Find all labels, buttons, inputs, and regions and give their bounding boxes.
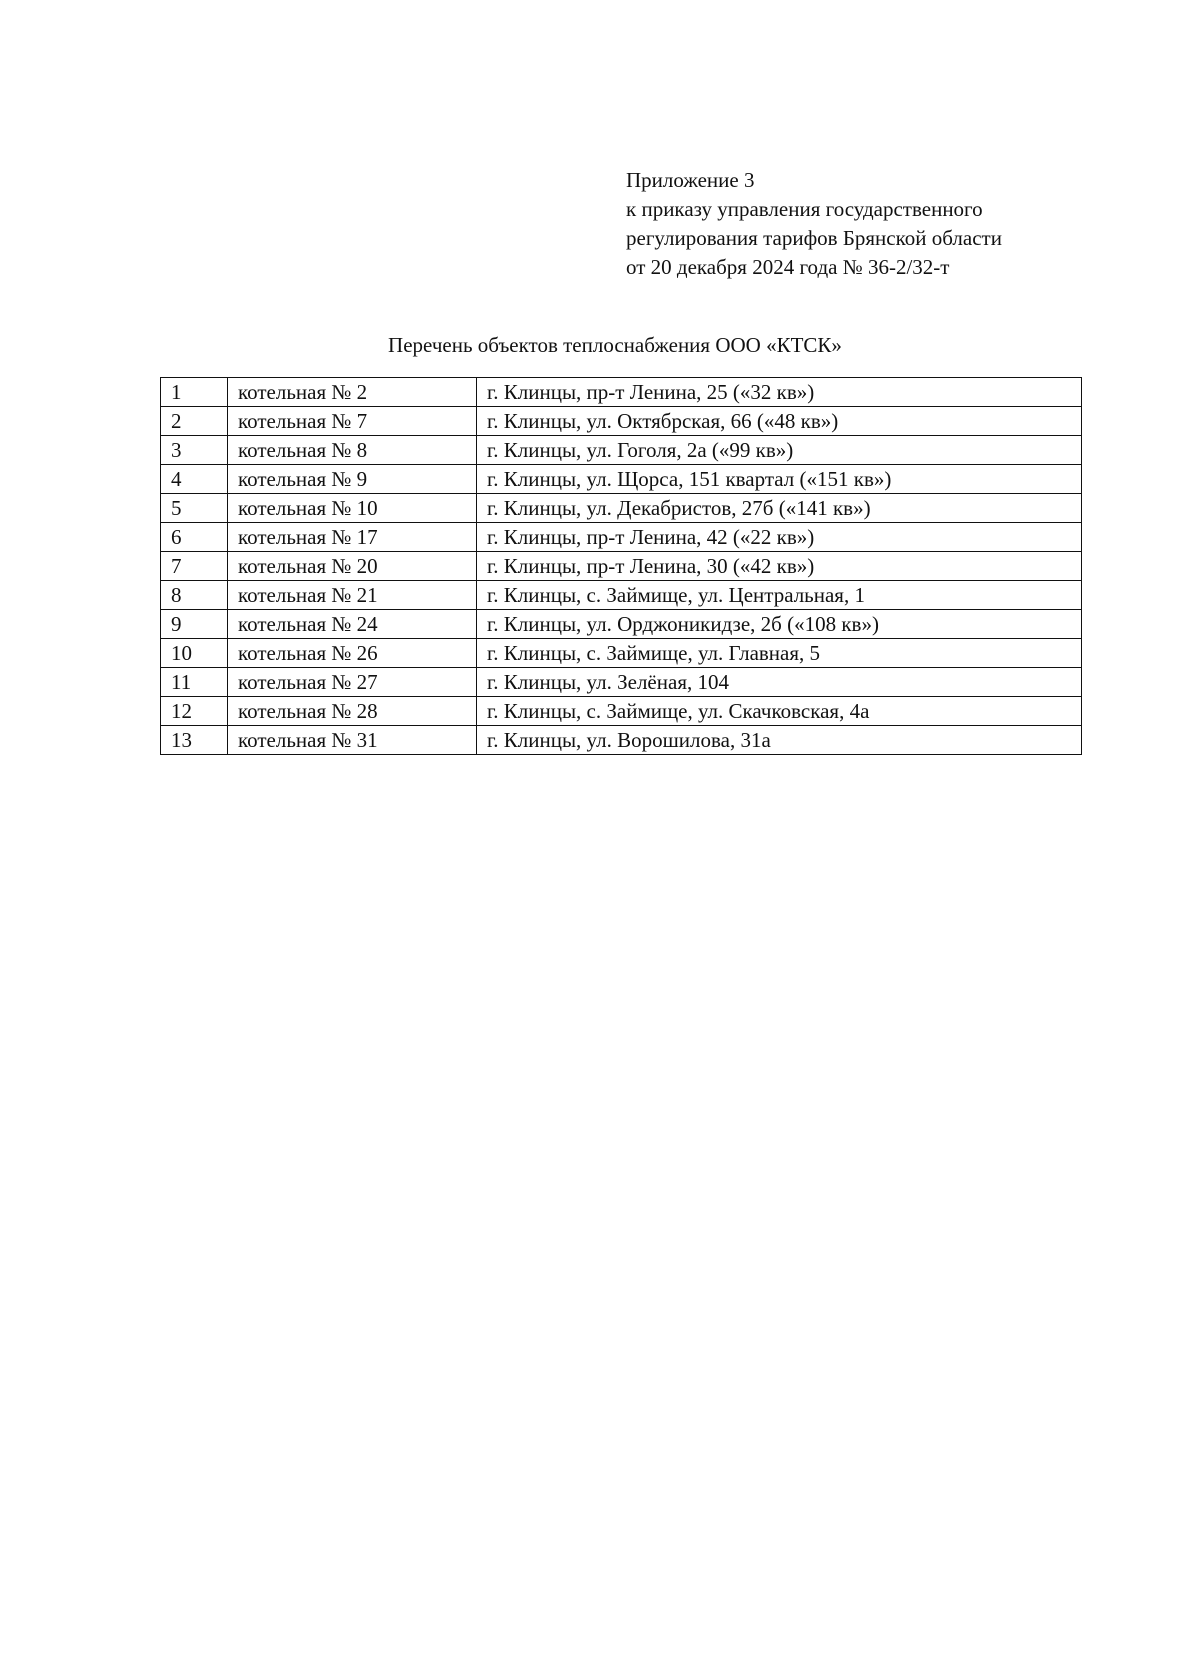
appendix-order-ref: к приказу управления государственного	[626, 197, 983, 221]
object-name: котельная № 2	[228, 378, 477, 407]
appendix-order-date: от 20 декабря 2024 года № 36-2/32-т	[626, 255, 950, 279]
table-row	[161, 407, 1082, 436]
object-name: котельная № 7	[228, 407, 477, 436]
object-address: г. Клинцы, с. Займище, ул. Скачковская, 4а	[477, 697, 1082, 726]
row-number: 11	[161, 668, 228, 697]
object-address: г. Клинцы, ул. Декабристов, 27б («141 кв»)	[477, 494, 1082, 523]
table-row	[161, 581, 1082, 610]
row-number: 2	[161, 407, 228, 436]
object-name: котельная № 17	[228, 523, 477, 552]
object-address: г. Клинцы, ул. Октябрская, 66 («48 кв»)	[477, 407, 1082, 436]
table-row	[161, 552, 1082, 581]
object-address: г. Клинцы, пр-т Ленина, 25 («32 кв»)	[477, 378, 1082, 407]
object-address: г. Клинцы, пр-т Ленина, 30 («42 кв»)	[477, 552, 1082, 581]
object-name: котельная № 9	[228, 465, 477, 494]
row-number: 5	[161, 494, 228, 523]
appendix-header	[626, 166, 1002, 282]
row-number: 7	[161, 552, 228, 581]
table-row	[161, 639, 1082, 668]
table-row	[161, 668, 1082, 697]
object-name: котельная № 28	[228, 697, 477, 726]
object-address: г. Клинцы, ул. Ворошилова, 31а	[477, 726, 1082, 755]
row-number: 4	[161, 465, 228, 494]
table-row	[161, 726, 1082, 755]
object-name: котельная № 31	[228, 726, 477, 755]
table-row	[161, 697, 1082, 726]
table-row	[161, 523, 1082, 552]
table-row	[161, 465, 1082, 494]
table-row	[161, 494, 1082, 523]
object-name: котельная № 24	[228, 610, 477, 639]
object-name: котельная № 10	[228, 494, 477, 523]
table-row	[161, 436, 1082, 465]
table-row	[161, 378, 1082, 407]
row-number: 6	[161, 523, 228, 552]
document-title: Перечень объектов теплоснабжения ООО «КТСК»	[388, 333, 842, 357]
row-number: 10	[161, 639, 228, 668]
row-number: 8	[161, 581, 228, 610]
object-address: г. Клинцы, с. Займище, ул. Центральная, 1	[477, 581, 1082, 610]
object-address: г. Клинцы, пр-т Ленина, 42 («22 кв»)	[477, 523, 1082, 552]
row-number: 1	[161, 378, 228, 407]
table-row	[161, 610, 1082, 639]
object-address: г. Клинцы, ул. Зелёная, 104	[477, 668, 1082, 697]
row-number: 9	[161, 610, 228, 639]
object-name: котельная № 8	[228, 436, 477, 465]
object-name: котельная № 27	[228, 668, 477, 697]
object-name: котельная № 21	[228, 581, 477, 610]
appendix-authority: регулирования тарифов Брянской области	[626, 226, 1002, 250]
object-address: г. Клинцы, ул. Орджоникидзе, 2б («108 кв»)	[477, 610, 1082, 639]
heat-supply-objects-table	[160, 377, 1082, 755]
object-address: г. Клинцы, ул. Щорса, 151 квартал («151 кв»)	[477, 465, 1082, 494]
object-name: котельная № 26	[228, 639, 477, 668]
appendix-number: Приложение 3	[626, 168, 755, 192]
row-number: 12	[161, 697, 228, 726]
table-body	[161, 378, 1082, 755]
object-name: котельная № 20	[228, 552, 477, 581]
object-address: г. Клинцы, с. Займище, ул. Главная, 5	[477, 639, 1082, 668]
object-address: г. Клинцы, ул. Гоголя, 2а («99 кв»)	[477, 436, 1082, 465]
row-number: 3	[161, 436, 228, 465]
row-number: 13	[161, 726, 228, 755]
